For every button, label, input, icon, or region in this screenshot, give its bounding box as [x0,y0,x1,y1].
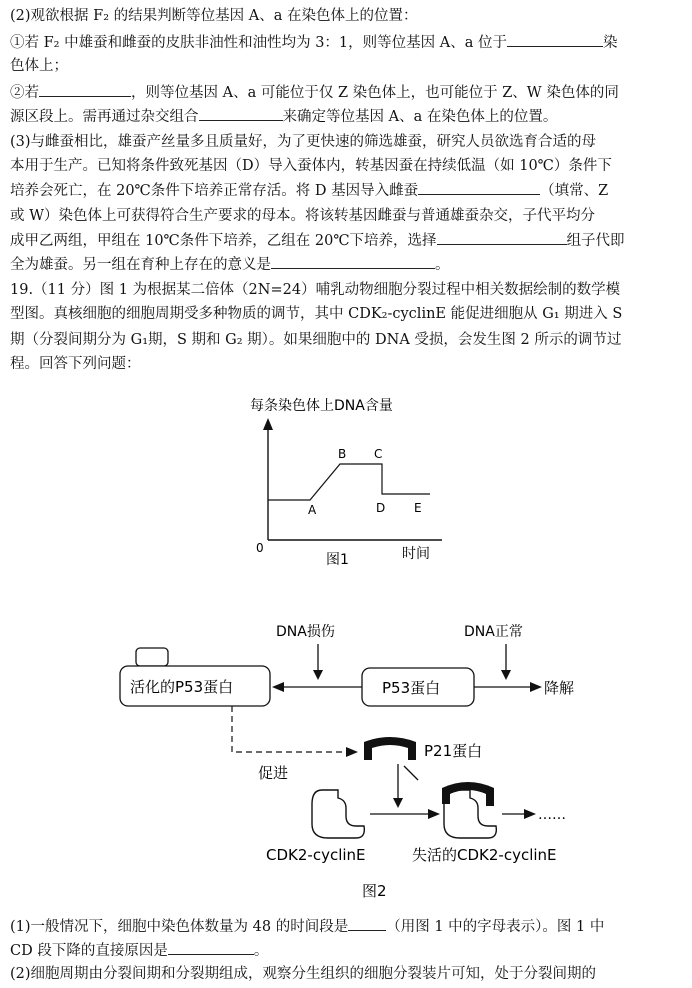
text-line-3: 色体上； [10,58,68,74]
text-line-4: ②若 ，则等位基因 A、a 可能位于仅 Z 染色体上，也可能位于 Z、W 染色体的同 [10,82,686,103]
question-line-1: (1)一般情况下，细胞中染色体数量为 48 的时间段是 （用图 1 中的字母表示）。图 1 中 [10,916,686,937]
dna-normal-label: DNA正常 [464,624,523,640]
dna-damage-label: DNA损伤 [276,624,335,640]
ellipsis-label: …… [538,807,566,823]
figure1-xlabel: 时间 [402,546,430,562]
point-c: C [374,447,383,461]
answer-blank[interactable] [348,916,386,931]
arrow-down-icon [313,670,323,680]
inactive-cdk2-label: 失活的CDK2-cyclinE [412,846,557,864]
arrow-right-icon [346,747,358,757]
text-line-6: (3)与雌蚕相比，雄蚕产丝量多且质量好，为了更快速的筛选雄蚕，研究人员欲选育合适的母 [10,134,597,150]
arrow-down-icon [501,670,511,680]
arrow-right-icon [524,809,536,819]
activated-p53-label: 活化的P53蛋白 [130,678,234,696]
figure2-caption: 图2 [362,882,387,900]
text-line-8: 培养会死亡，在 20℃条件下培养正常存活。将 D 基因导入雌蚕 （填常、Z [10,180,686,201]
point-d: D [376,501,386,515]
figure1-ylabel: 每条染色体上DNA含量 [250,398,393,414]
point-e: E [414,501,422,515]
text-line-14: 期（分裂间期分为 G₁期，S 期和 G₂ 期）。如果细胞中的 DNA 受损，会发生图 2 所示的调节过 [10,332,622,348]
text-line-1: (2)观欲根据 F₂ 的结果判断等位基因 A、a 在染色体上的位置： [10,8,418,24]
arrow-right-icon [530,682,542,692]
arrow-left-icon [272,682,284,692]
text-line-7: 本用于生产。已知将条件致死基因（D）导入蚕体内，转基因蚕在持续低温（如 10℃）条件下 [10,158,612,174]
p21-label: P21蛋白 [424,742,483,760]
cdk2-cyclin-icon [312,790,364,838]
arrow-right-icon [428,809,440,819]
degrade-label: 降解 [544,679,575,697]
origin-label: 0 [256,541,264,555]
figure1-caption: 图1 [326,552,349,568]
dna-content-curve [268,464,430,500]
arrow-down-icon [393,798,403,808]
answer-blank[interactable] [39,82,131,97]
cdk2-label: CDK2-cyclinE [266,846,366,864]
answer-blank[interactable] [199,106,283,121]
text-line-12: 19.（11 分）图 1 为根据某二倍体（2N=24）哺乳动物细胞分裂过程中相关数据绘制的数学模 [10,282,621,298]
figure-2 [100,612,600,904]
answer-blank[interactable] [507,32,603,47]
answer-blank[interactable] [418,180,540,195]
text-line-15: 程。回答下列问题： [10,356,141,372]
answer-blank[interactable] [168,940,254,955]
p21-protein-icon [364,737,416,760]
text-line-11: 全为雄蚕。另一组在育种上存在的意义是 。 [10,254,686,275]
answer-blank[interactable] [271,254,435,269]
question-line-3: (2)细胞周期由分裂间期和分裂期组成，观察分生组织的细胞分裂装片可知，处于分裂间期的 [10,966,597,982]
figure-1 [230,388,460,578]
text-line-13: 型图。真核细胞的细胞周期受多种物质的调节，其中 CDK₂-cyclinE 能促进细胞从 G₁ 期进入 S [10,306,623,322]
question-line-2: CD 段下降的直接原因是 。 [10,940,686,961]
text-line-5: 源区段上。需再通过杂交组合 来确定等位基因 A、a 在染色体上的位置。 [10,106,686,127]
answer-blank[interactable] [437,230,567,245]
point-b: B [338,447,347,461]
promote-label: 促进 [258,764,289,782]
p53-label: P53蛋白 [382,679,441,697]
text-line-2: ①若 F₂ 中雄蚕和雌蚕的皮肤非油性和油性均为 3：1，则等位基因 A、a 位于 染 [10,32,686,53]
point-a: A [308,503,317,517]
text-line-10: 成甲乙两组，甲组在 10℃条件下培养，乙组在 20℃下培养，选择 组子代即 [10,230,686,251]
y-axis-arrow-icon [263,418,273,430]
text-line-9: 或 W）染色体上可获得符合生产要求的母本。将该转基因雌蚕与普通雄蚕杂交，子代平均分 [10,208,596,224]
